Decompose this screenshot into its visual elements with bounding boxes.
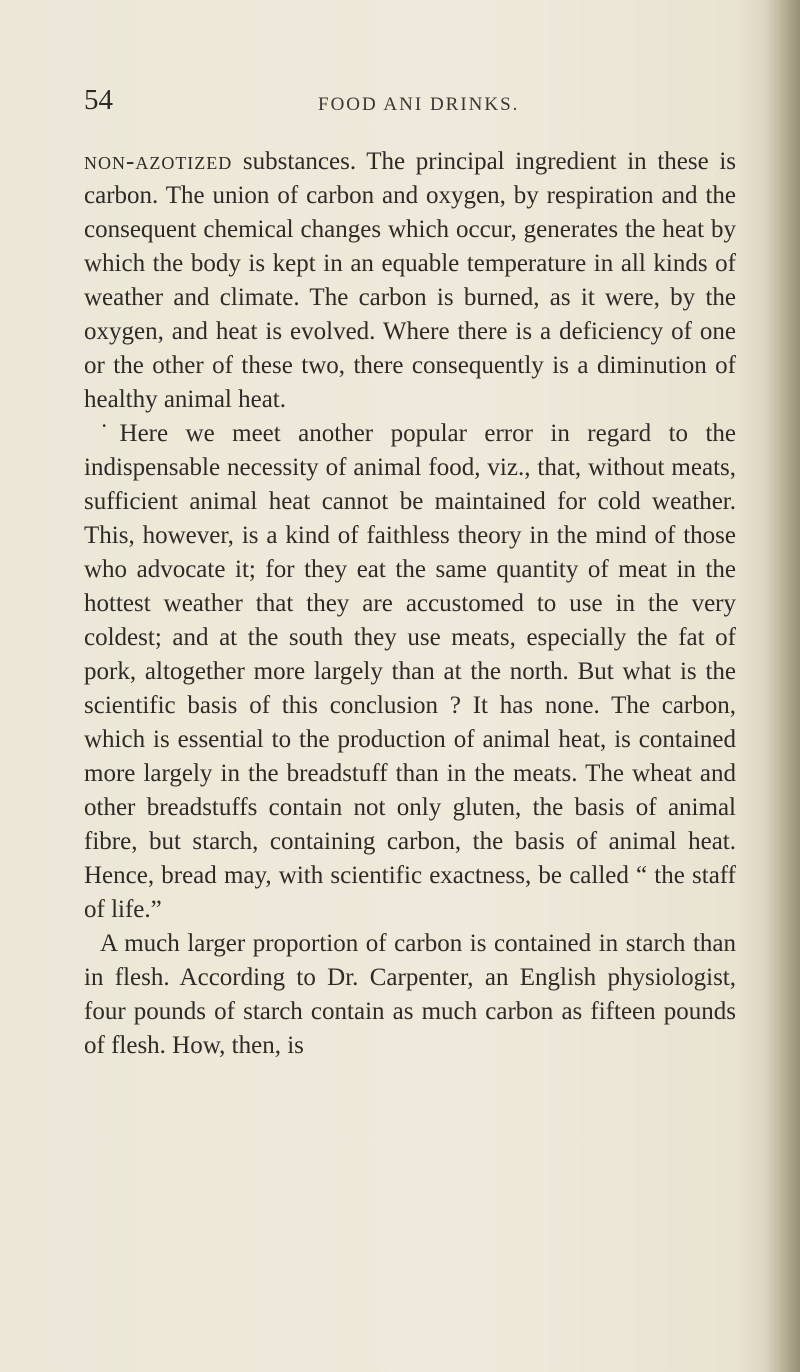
paragraph-2: ˙Here we meet another popular error in regard to the indispensable necessity of animal food, viz., that, without meats, sufficient animal heat cannot be maintained for cold weather. This, however, is a kind of faithless theory in the mind of those who advocate it; for they eat the same quantity of meat in the hottest weather that they are accustomed to use in the very coldest; and at the south they use meats, especially the fat of pork, altogether more largely than at the north. But what is the scientific basis of this conclusion ? It has none. The carbon, which is essential to the production of animal heat, is contained more largely in the breadstuff than in the meats. The wheat and other breadstuffs contain not only gluten, the basis of animal fibre, but starch, containing carbon, the basis of animal heat. Hence, bread may, with scientific exactness, be called “ the staff of life.” (84, 420, 736, 923)
paragraph-1-text: substances. The principal ingredient in these is carbon. The union of carbon and oxygen, by respiration and the consequent chemical changes which occur, generates the heat by which the body is kept in an equable temperature in all kinds of weather and climate. The carbon is burned, as it were, by the oxygen, and heat is evolved. Where there is a deficiency of one or the other of these two, there consequently is a diminution of healthy animal heat. (84, 148, 736, 413)
paragraph-3: A much larger proportion of carbon is contained in starch than in flesh. According to Dr. Carpenter, an English physiologist, four pounds of starch contain as much carbon as fifteen pounds of flesh. How, then, is (84, 930, 736, 1059)
paragraph-1 (84, 145, 736, 417)
page-edge-shadow (764, 0, 800, 1372)
paragraph-1-lead-word: non-azotized (84, 148, 233, 175)
page-header (0, 80, 800, 124)
body-text (84, 145, 736, 1063)
page-number: 54 (84, 84, 113, 116)
running-head: FOOD ANI DRINKS. (318, 94, 520, 115)
